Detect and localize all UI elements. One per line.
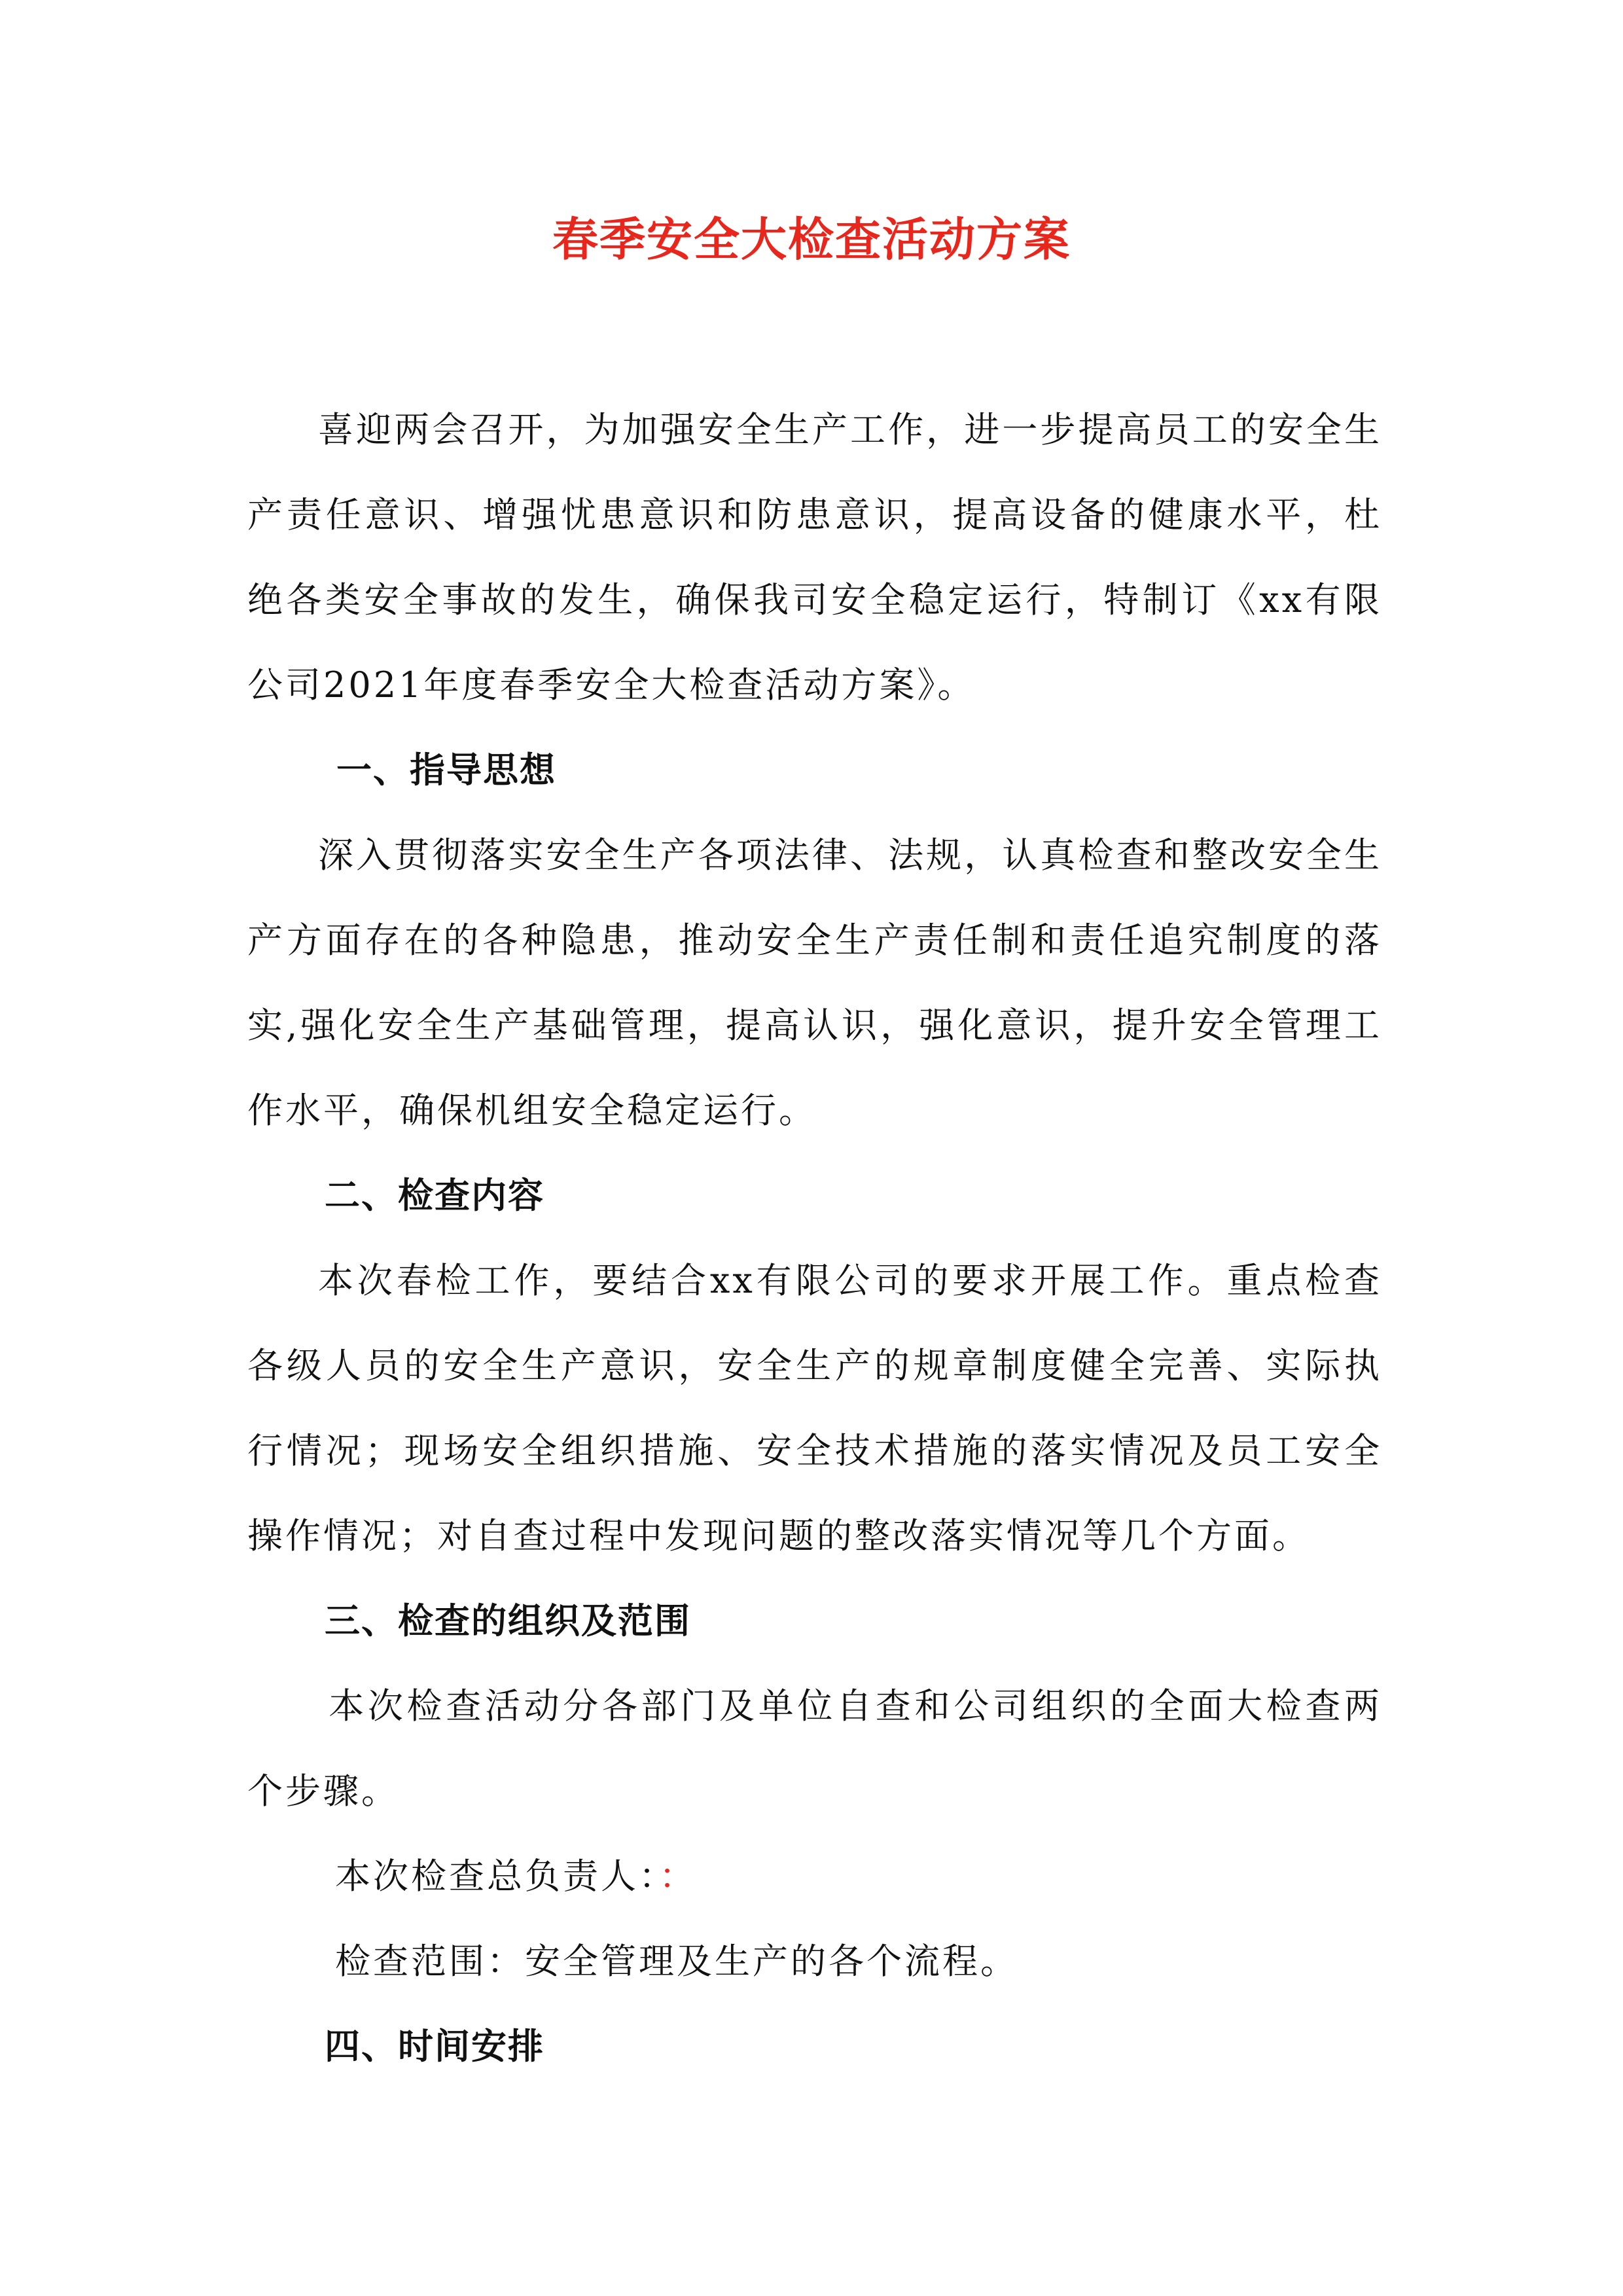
section-heading-organization-scope: 三、检查的组织及范围 [325,1600,691,1641]
document-title: 春季安全大检查活动方案 [552,213,1071,266]
section-paragraph-organization-scope: 本次检查活动分各部门及单位自查和公司组织的全面大检查两个步骤。 [247,1685,1382,1812]
section-paragraph-guiding-ideology: 深入贯彻落实安全生产各项法律、法规，认真检查和整改安全生产方面存在的各种隐患，推动安全生产责任制和责任追究制度的落实,强化安全生产基础管理，提高认识，强化意识，提升安全管理工作水平，确保机组安全稳定运行。 [247,834,1382,1131]
document-body [247,387,1382,2089]
section-heading-guiding-ideology: 一、指导思想 [336,749,556,791]
leader-label: 本次检查总负责人： [335,1856,659,1897]
section-heading-schedule: 四、时间安排 [325,2026,544,2067]
section-paragraph-inspection-content: 本次春检工作，要结合xx有限公司的要求开展工作。重点检查各级人员的安全生产意识，安全生产的规章制度健全完善、实际执行情况；现场安全组织措施、安全技术措施的落实情况及员工安全操作情况；对自查过程中发现问题的整改落实情况等几个方面。 [247,1260,1382,1556]
leader-extra-colon: ： [659,1856,697,1897]
scope-line: 检查范围：安全管理及生产的各个流程。 [335,1941,1018,1982]
leader-line [247,1834,1382,1919]
intro-paragraph: 喜迎两会召开，为加强安全生产工作，进一步提高员工的安全生产责任意识、增强忧患意识和防患意识，提高设备的健康水平，杜绝各类安全事故的发生，确保我司安全稳定运行，特制订《xx有限公司2021年度春季安全大检查活动方案》。 [247,409,1382,706]
section-heading-inspection-content: 二、检查内容 [325,1175,544,1216]
